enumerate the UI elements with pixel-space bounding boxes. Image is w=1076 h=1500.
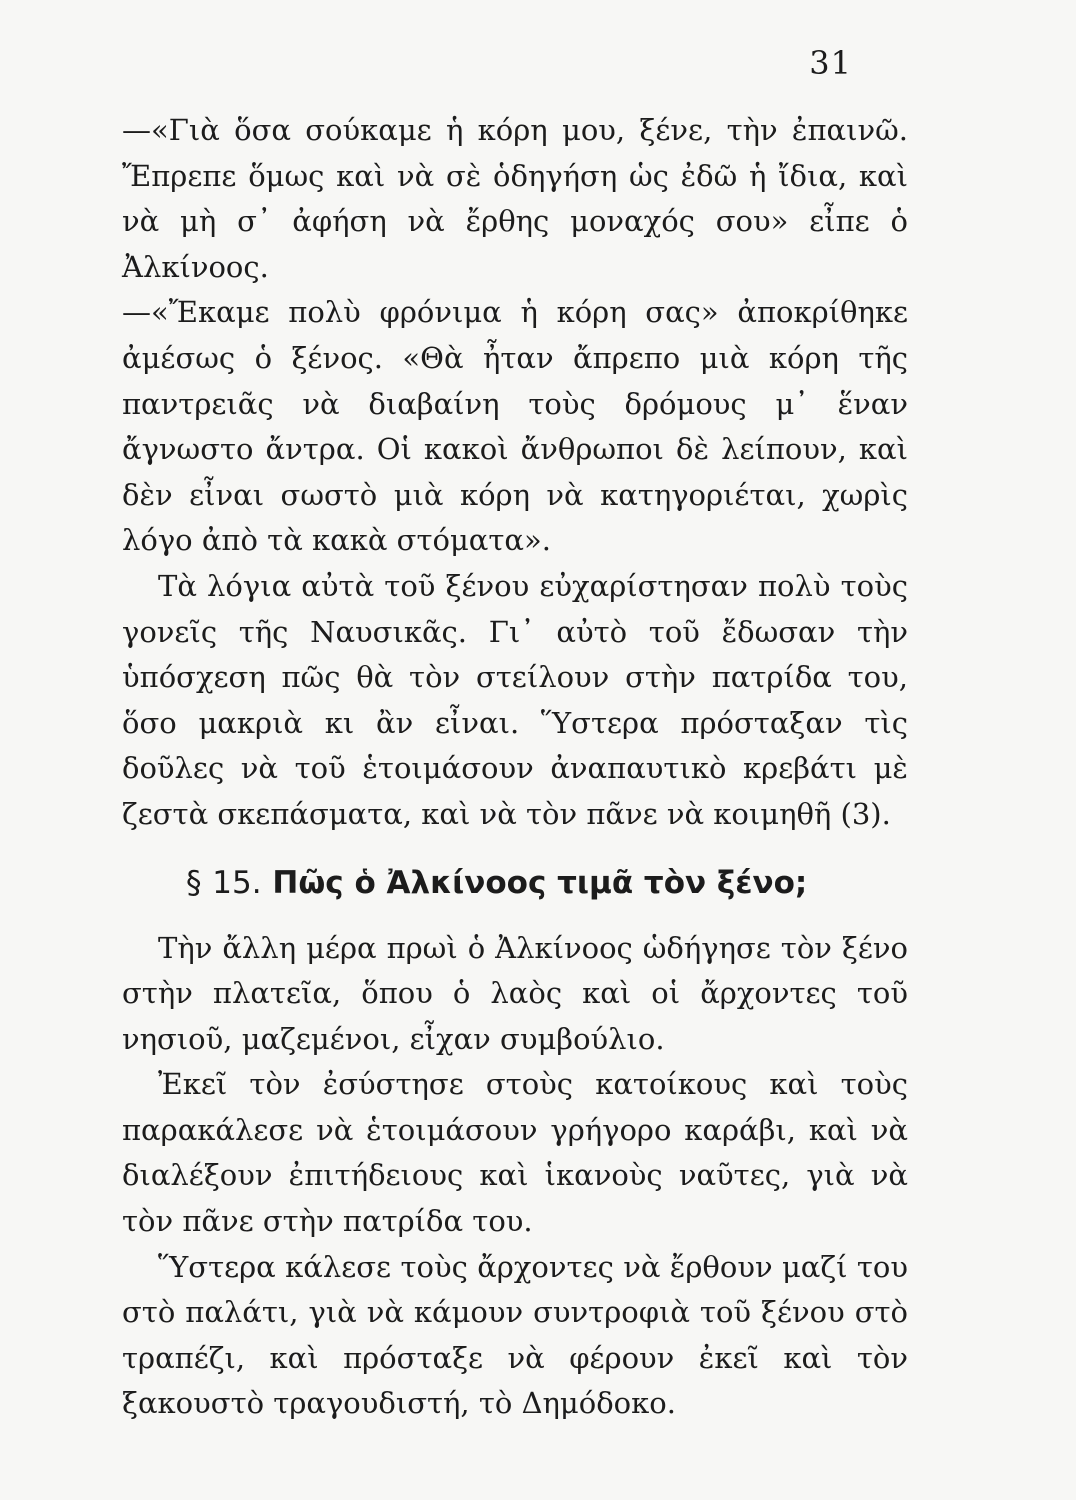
section-symbol: § — [186, 864, 202, 901]
section-title: Πῶς ὁ Ἀλκίνοος τιμᾶ τὸν ξένο; — [272, 864, 808, 901]
paragraph-2: —«Ἔκαμε πολὺ φρόνιμα ἡ κόρη σας» ἀποκρίθηκε ἀμέσως ὁ ξένος. «Θὰ ἦταν ἄπρεπο μιὰ κόρη τῆς παντρειᾶς νὰ διαβαίνη τοὺς δρόμους μ᾽ ἕναν ἄγνωστο ἄντρα. Οἱ κακοὶ ἄνθρωποι δὲ λείπουν, καὶ δὲν εἶναι σωστὸ μιὰ κόρη νὰ κατηγοριέται, χωρὶς λόγο ἀπὸ τὰ κακὰ στόματα». — [122, 295, 908, 558]
paragraph-3: Τὰ λόγια αὐτὰ τοῦ ξένου εὐχαρίστησαν πολὺ τοὺς γονεῖς τῆς Ναυσικᾶς. Γι᾽ αὐτὸ τοῦ ἔδωσαν τὴν ὑπόσχεση πῶς θὰ τὸν στείλουν στὴν πατρίδα του, ὅσο μακριὰ κι ἂν εἶναι. Ὕστερα πρόσταξαν τὶς δοῦλες νὰ τοῦ ἑτοιμάσουν ἀναπαυτικὸ κρεβάτι μὲ ζεστὰ σκεπάσματα, καὶ νὰ τὸν πᾶνε νὰ κοιμηθῆ (3). — [122, 568, 908, 831]
paragraph-6: Ὕστερα κάλεσε τοὺς ἄρχοντες νὰ ἔρθουν μαζί του στὸ παλάτι, γιὰ νὰ κάμουν συντροφιὰ τοῦ ξένου στὸ τραπέζι, καὶ πρόσταξε νὰ φέρουν ἐκεῖ καὶ τὸν ξακουστὸ τραγουδιστή, τὸ Δημόδοκο. — [122, 1249, 908, 1421]
section-heading — [122, 862, 908, 904]
paragraph-4: Τὴν ἄλλη μέρα πρωὶ ὁ Ἀλκίνοος ὡδήγησε τὸν ξένο στὴν πλατεῖα, ὅπου ὁ λαὸς καὶ οἱ ἄρχοντες τοῦ νησιοῦ, μαζεμένοι, εἶχαν συμβούλιο. — [122, 930, 908, 1056]
section-number: 15. — [212, 864, 262, 901]
paragraph-5: Ἐκεῖ τὸν ἐσύστησε στοὺς κατοίκους καὶ τοὺς παρακάλεσε νὰ ἑτοιμάσουν γρήγορο καράβι, καὶ νὰ διαλέξουν ἐπιτήδειους καὶ ἱκανοὺς ναῦτες, γιὰ νὰ τὸν πᾶνε στὴν πατρίδα του. — [122, 1067, 908, 1239]
page-number: 31 — [809, 44, 852, 82]
body-text — [122, 108, 908, 1427]
paragraph-1: —«Γιὰ ὅσα σούκαμε ἡ κόρη μου, ξένε, τὴν ἐπαινῶ. Ἔπρεπε ὅμως καὶ νὰ σὲ ὁδηγήση ὡς ἐδῶ ἡ ἴδια, καὶ νὰ μὴ σ᾽ ἀφήση νὰ ἔρθης μοναχός σου» εἶπε ὁ Ἀλκίνοος. — [122, 113, 908, 284]
